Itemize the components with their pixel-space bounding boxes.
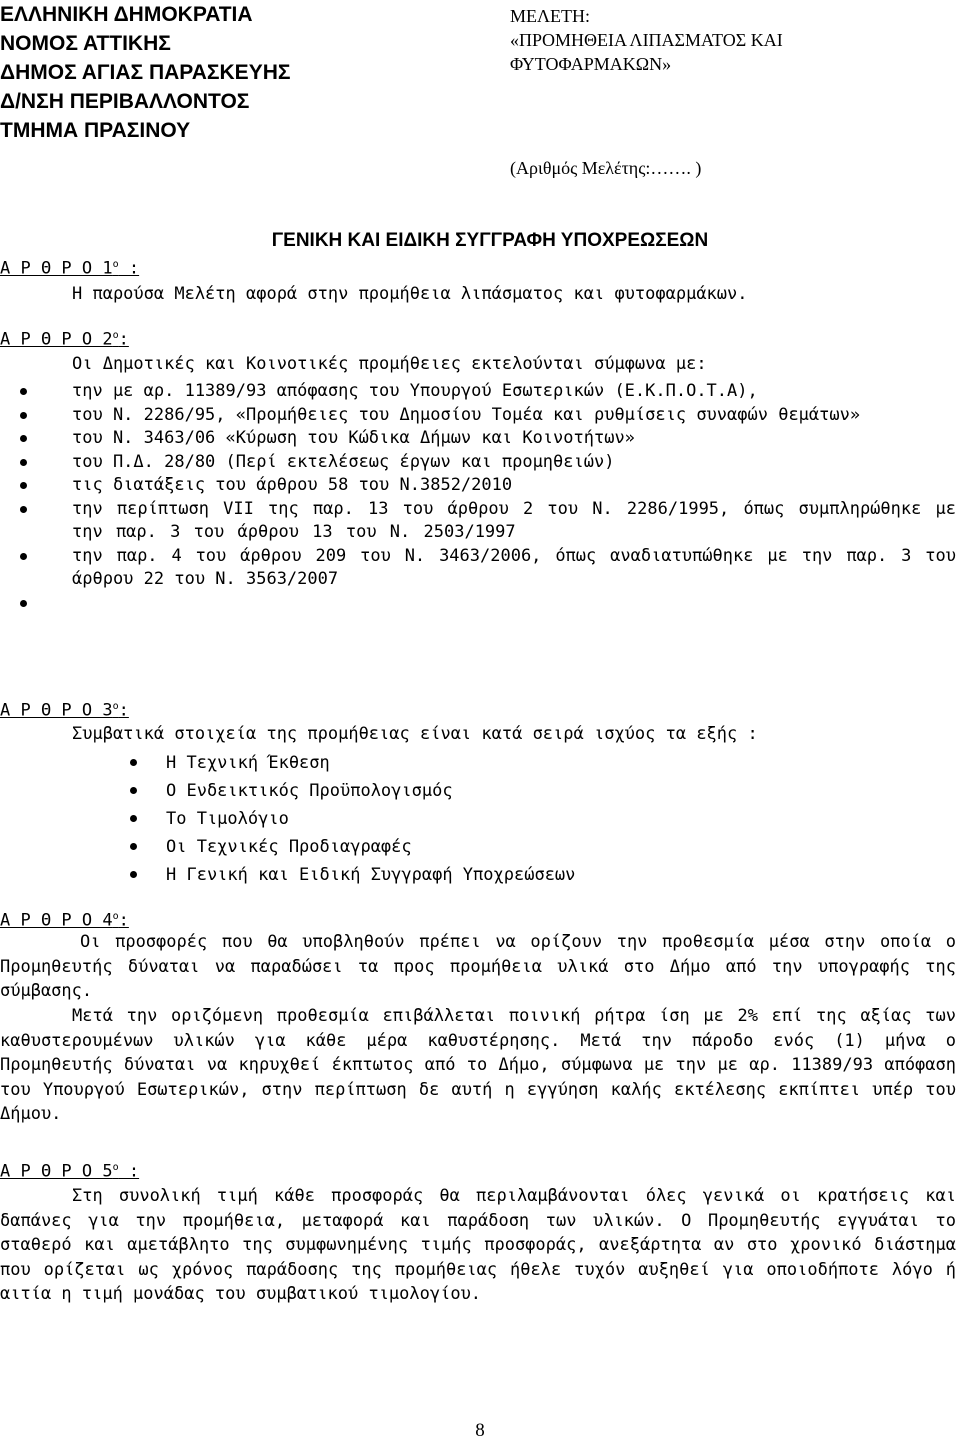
article-heading: Α Ρ Θ Ρ Ο $3^o$: — [0, 700, 129, 721]
article-paragraph: Στη συνολική τιμή κάθε προσφοράς θα περιλαμβάνονται όλες γενικά οι κρατήσεις και δαπάνες για την προμήθεια, μεταφορά και παράδοση των υλικών. Ο Προμηθευτής εγγυάται το σταθερό και αμετάβλητο της συμφωνημένης τιμής προσφοράς, ανεξάρτητα αν στο χρονικό διάστημα που ορίζεται ως χρόνος παράδοσης της προμήθειας ήθελε τυχόν αυξηθεί για οποιοδήποτε λόγο ή αιτία η τιμή μονάδας του συμβατικού τιμολογίου. — [0, 1186, 956, 1304]
article-heading: Α Ρ Θ Ρ Ο $4^o$: — [0, 910, 129, 931]
page-number: 8 — [475, 1420, 485, 1441]
issuing-authority — [0, 0, 290, 145]
list-item: Η Γενική και Ειδική Συγγραφή Υποχρεώσεων — [0, 861, 575, 889]
article-heading: Α Ρ Θ Ρ Ο $2^o$: — [0, 329, 129, 350]
list-item: του Ν. 2286/95, «Προμήθειες του Δημοσίου Τομέα και ρυθμίσεις συναφών θεμάτων» — [0, 404, 960, 428]
study-label: ΜΕΛΕΤΗ: — [510, 6, 591, 26]
study-number: (Αριθμός Μελέτης:……. ) — [510, 158, 702, 178]
article-paragraph: Οι προσφορές που θα υποβληθούν πρέπει να ορίζουν την προθεσμία μέσα στην οποία ο Προμηθευτής δύναται να παραδώσει τα προς προμήθεια υλικά στο Δήμο από την υπογραφής της σύμβασης. — [0, 932, 956, 1001]
list-item: του Ν. 3463/06 «Κύρωση του Κώδικα Δήμων και Κοινοτήτων» — [0, 427, 960, 451]
study-title: ΦΥΤΟΦΑΡΜΑΚΩΝ» — [510, 54, 672, 74]
article-intro: Οι Δημοτικές και Κοινοτικές προμήθειες εκτελούνται σύμφωνα με: — [72, 354, 707, 374]
list-item: Το Τιμολόγιο — [0, 805, 575, 833]
list-item: Ο Ενδεικτικός Προϋπολογισμός — [0, 777, 575, 805]
list-item: Οι Τεχνικές Προδιαγραφές — [0, 833, 575, 861]
list-item: την με αρ. 11389/93 απόφασης του Υπουργού Εσωτερικών (Ε.Κ.Π.Ο.Τ.Α), — [0, 380, 960, 404]
article-heading: Α Ρ Θ Ρ Ο $5^o$ : — [0, 1161, 140, 1182]
authority-line: ΤΜΗΜΑ ΠΡΑΣΙΝΟΥ — [0, 119, 191, 142]
authority-line: ΕΛΛΗΝΙΚΗ ΔΗΜΟΚΡΑΤΙΑ — [0, 3, 253, 26]
authority-line: Δ/ΝΣΗ ΠΕΡΙΒΑΛΛΟΝΤΟΣ — [0, 90, 250, 113]
article-paragraph: Μετά την οριζόμενη προθεσμία επιβάλλεται ποινική ρήτρα ίση με 2% επί της αξίας των καθυστερουμένων υλικών για κάθε μέρα καθυστέρησης. Μετά την πάροδο ενός (1) μήνα ο Προμηθευτής δύναται να κηρυχθεί έκπτωτος από το Δήμο, σύμφωνα με την με αρ. 11389/93 απόφαση του Υπουργού Εσωτερικών, στην περίπτωση δε αυτή η εγγύηση καλής εκτέλεσης εκπίπτει υπέρ του Δήμου. — [0, 1006, 956, 1124]
contract-documents-list — [0, 749, 575, 889]
article-intro: Συμβατικά στοιχεία της προμήθειας είναι κατά σειρά ισχύος τα εξής : — [72, 724, 758, 744]
list-item: Η Τεχνική Έκθεση — [0, 749, 575, 777]
article-heading: Α Ρ Θ Ρ Ο $1^o$ : — [0, 258, 140, 279]
list-item: την περίπτωση VII της παρ. 13 του άρθρου 2 του Ν. 2286/1995, όπως συμπληρώθηκε με την παρ. 3 του άρθρου 13 του Ν. 2503/1997 — [0, 498, 960, 545]
document-title: ΓΕΝΙΚΗ ΚΑΙ ΕΙΔΙΚΗ ΣΥΓΓΡΑΦΗ ΥΠΟΧΡΕΩΣΕΩΝ — [271, 230, 709, 251]
authority-line: ΔΗΜΟΣ ΑΓΙΑΣ ΠΑΡΑΣΚΕΥΗΣ — [0, 61, 291, 84]
list-item — [0, 592, 960, 616]
article-text: Η παρούσα Μελέτη αφορά στην προμήθεια λιπάσματος και φυτοφαρμάκων. — [72, 284, 748, 304]
study-title: «ΠΡΟΜΗΘΕΙΑ ΛΙΠΑΣΜΑΤΟΣ ΚΑΙ — [510, 30, 783, 50]
list-item: την παρ. 4 του άρθρου 209 του Ν. 3463/2006, όπως αναδιατυπώθηκε με την παρ. 3 του άρθρου 22 του Ν. 3563/2007 — [0, 545, 960, 592]
authority-line: ΝΟΜΟΣ ΑΤΤΙΚΗΣ — [0, 32, 171, 55]
study-block — [510, 4, 783, 76]
list-item: τις διατάξεις του άρθρου 58 του Ν.3852/2010 — [0, 474, 960, 498]
legal-basis-list — [0, 380, 960, 615]
list-item: του Π.Δ. 28/80 (Περί εκτελέσεως έργων και προμηθειών) — [0, 451, 960, 475]
